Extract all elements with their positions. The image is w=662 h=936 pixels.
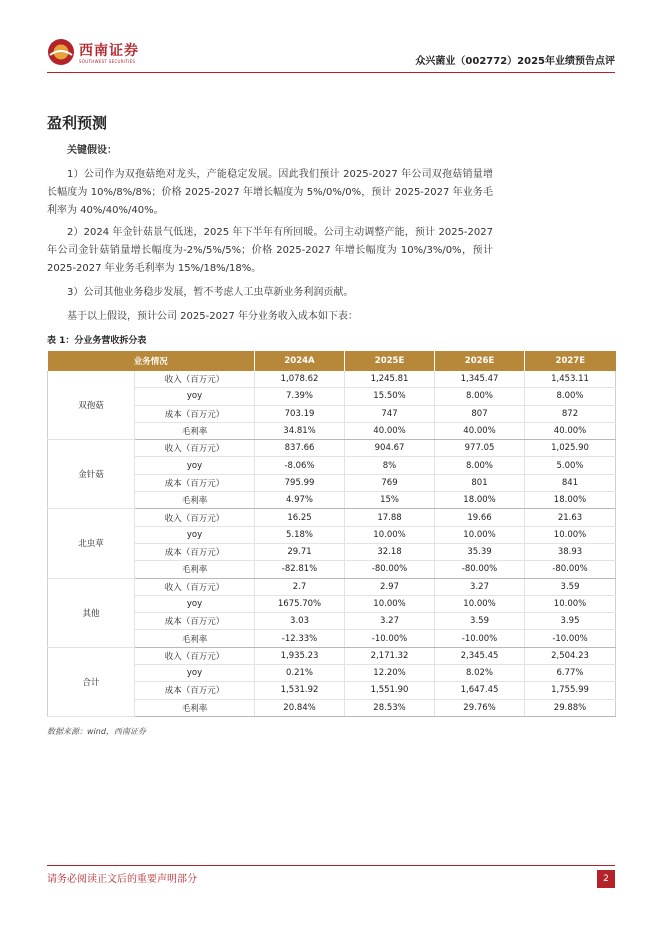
value-cell: 29.76%: [435, 699, 525, 716]
segment-name: 其他: [48, 578, 135, 647]
value-cell: 2,504.23: [525, 647, 616, 664]
section-title: 盈利预测: [47, 114, 108, 132]
metric-label: 毛利率: [135, 699, 255, 716]
header-cell: 2027E: [525, 351, 616, 371]
value-cell: 7.39%: [255, 388, 345, 405]
value-cell: 841: [525, 474, 616, 491]
value-cell: 807: [435, 405, 525, 422]
value-cell: 12.20%: [345, 665, 435, 682]
value-cell: 10.00%: [525, 526, 616, 543]
segment-name: 合计: [48, 647, 135, 716]
value-cell: 1,531.92: [255, 682, 345, 699]
value-cell: 747: [345, 405, 435, 422]
value-cell: 1,245.81: [345, 371, 435, 388]
metric-label: 收入（百万元）: [135, 509, 255, 526]
segment-name: 北虫草: [48, 509, 135, 578]
metric-label: 成本（百万元）: [135, 543, 255, 560]
value-cell: 8.00%: [435, 457, 525, 474]
metric-label: 毛利率: [135, 630, 255, 647]
paragraph-4: 基于以上假设，预计公司 2025-2027 年分业务收入成本如下表：: [67, 311, 358, 322]
segment-name: 金针菇: [48, 440, 135, 509]
metric-label: yoy: [135, 457, 255, 474]
value-cell: 872: [525, 405, 616, 422]
header-divider: [47, 72, 615, 73]
value-cell: 801: [435, 474, 525, 491]
value-cell: -10.00%: [345, 630, 435, 647]
value-cell: 28.53%: [345, 699, 435, 716]
table-header-row: [48, 351, 616, 371]
metric-label: 收入（百万元）: [135, 371, 255, 388]
header-cell: 2026E: [435, 351, 525, 371]
value-cell: 15.50%: [345, 388, 435, 405]
value-cell: 15%: [345, 492, 435, 509]
value-cell: 904.67: [345, 440, 435, 457]
value-cell: -82.81%: [255, 561, 345, 578]
metric-label: 成本（百万元）: [135, 682, 255, 699]
value-cell: 1,078.62: [255, 371, 345, 388]
metric-label: 成本（百万元）: [135, 474, 255, 491]
metric-label: 毛利率: [135, 492, 255, 509]
value-cell: 837.66: [255, 440, 345, 457]
metric-label: yoy: [135, 665, 255, 682]
value-cell: 2.7: [255, 578, 345, 595]
value-cell: 769: [345, 474, 435, 491]
value-cell: 3.27: [345, 613, 435, 630]
footer-disclaimer: 请务必阅读正文后的重要声明部分: [47, 874, 197, 885]
metric-label: yoy: [135, 526, 255, 543]
value-cell: 8%: [345, 457, 435, 474]
logo-name: 西南证券: [79, 43, 139, 59]
value-cell: 3.95: [525, 613, 616, 630]
company-logo-icon: [47, 38, 75, 66]
value-cell: 16.25: [255, 509, 345, 526]
value-cell: 5.00%: [525, 457, 616, 474]
value-cell: 1,025.90: [525, 440, 616, 457]
value-cell: 8.02%: [435, 665, 525, 682]
value-cell: 17.88: [345, 509, 435, 526]
table-row: [48, 578, 616, 595]
header-cell: 业务情况: [48, 351, 255, 371]
value-cell: 1,935.23: [255, 647, 345, 664]
value-cell: 1,551.90: [345, 682, 435, 699]
value-cell: 18.00%: [525, 492, 616, 509]
value-cell: 38.93: [525, 543, 616, 560]
value-cell: 2,171.32: [345, 647, 435, 664]
header-cell: 2024A: [255, 351, 345, 371]
metric-label: 毛利率: [135, 561, 255, 578]
paragraph-2: 2）2024 年金针菇景气低迷，2025 年下半年有所回暖。公司主动调整产能，预计 2025-2027 年公司金针菇销量增长幅度为-2%/5%/5%；价格 2025-2027 年增长幅度为 10%/3%/0%，预计 2025-2027 年业务毛利率为 15%/18%/18%。: [47, 227, 493, 274]
value-cell: 795.99: [255, 474, 345, 491]
table-row: [48, 440, 616, 457]
logo-name-en: SOUTHWEST SECURITIES: [79, 59, 136, 64]
metric-label: 收入（百万元）: [135, 647, 255, 664]
value-cell: 2,345.45: [435, 647, 525, 664]
paragraph-1: 1）公司作为双孢菇绝对龙头，产能稳定发展。因此我们预计 2025-2027 年公司双孢菇销量增长幅度为 10%/8%/8%；价格 2025-2027 年增长幅度为 5%/0%/0%，预计 2025-2027 年业务毛利率为 40%/40%/40%。: [47, 169, 493, 216]
value-cell: 6.77%: [525, 665, 616, 682]
value-cell: 10.00%: [435, 595, 525, 612]
value-cell: 10.00%: [345, 595, 435, 612]
value-cell: 32.18: [345, 543, 435, 560]
metric-label: 成本（百万元）: [135, 613, 255, 630]
table-body: [48, 371, 616, 716]
value-cell: 1,755.99: [525, 682, 616, 699]
value-cell: 35.39: [435, 543, 525, 560]
value-cell: -10.00%: [435, 630, 525, 647]
value-cell: 29.88%: [525, 699, 616, 716]
value-cell: 8.00%: [435, 388, 525, 405]
segment-name: 双孢菇: [48, 371, 135, 440]
value-cell: -80.00%: [435, 561, 525, 578]
value-cell: 20.84%: [255, 699, 345, 716]
value-cell: 3.59: [525, 578, 616, 595]
page-number: 2: [597, 870, 615, 888]
value-cell: 10.00%: [525, 595, 616, 612]
value-cell: 1,345.47: [435, 371, 525, 388]
value-cell: 18.00%: [435, 492, 525, 509]
metric-label: 收入（百万元）: [135, 440, 255, 457]
value-cell: -8.06%: [255, 457, 345, 474]
value-cell: 4.97%: [255, 492, 345, 509]
value-cell: 1675.70%: [255, 595, 345, 612]
data-source: 数据来源：wind，西南证券: [47, 727, 146, 736]
header-cell: 2025E: [345, 351, 435, 371]
value-cell: 10.00%: [435, 526, 525, 543]
value-cell: 5.18%: [255, 526, 345, 543]
value-cell: 703.19: [255, 405, 345, 422]
value-cell: 40.00%: [435, 422, 525, 439]
value-cell: -10.00%: [525, 630, 616, 647]
value-cell: 8.00%: [525, 388, 616, 405]
value-cell: 977.05: [435, 440, 525, 457]
value-cell: 40.00%: [345, 422, 435, 439]
table-row: [48, 371, 616, 388]
value-cell: 10.00%: [345, 526, 435, 543]
value-cell: 40.00%: [525, 422, 616, 439]
table-caption: 表 1：分业务营收拆分表: [47, 336, 147, 346]
metric-label: 收入（百万元）: [135, 578, 255, 595]
paragraph-3: 3）公司其他业务稳步发展，暂不考虑人工虫草新业务利润贡献。: [67, 287, 354, 298]
segment-revenue-table: [47, 351, 616, 717]
value-cell: 34.81%: [255, 422, 345, 439]
metric-label: yoy: [135, 595, 255, 612]
table-row: [48, 647, 616, 664]
value-cell: -12.33%: [255, 630, 345, 647]
value-cell: 0.21%: [255, 665, 345, 682]
metric-label: 毛利率: [135, 422, 255, 439]
page-header: [47, 38, 615, 72]
metric-label: yoy: [135, 388, 255, 405]
value-cell: 1,453.11: [525, 371, 616, 388]
value-cell: 19.66: [435, 509, 525, 526]
value-cell: 3.27: [435, 578, 525, 595]
value-cell: -80.00%: [345, 561, 435, 578]
assumptions-label: 关键假设：: [67, 145, 117, 156]
report-title: 众兴菌业（002772）2025年业绩预告点评: [415, 56, 615, 67]
footer-divider: [47, 865, 615, 866]
metric-label: 成本（百万元）: [135, 405, 255, 422]
value-cell: -80.00%: [525, 561, 616, 578]
value-cell: 3.59: [435, 613, 525, 630]
value-cell: 2.97: [345, 578, 435, 595]
value-cell: 21.63: [525, 509, 616, 526]
table-row: [48, 509, 616, 526]
value-cell: 29.71: [255, 543, 345, 560]
value-cell: 3.03: [255, 613, 345, 630]
value-cell: 1,647.45: [435, 682, 525, 699]
